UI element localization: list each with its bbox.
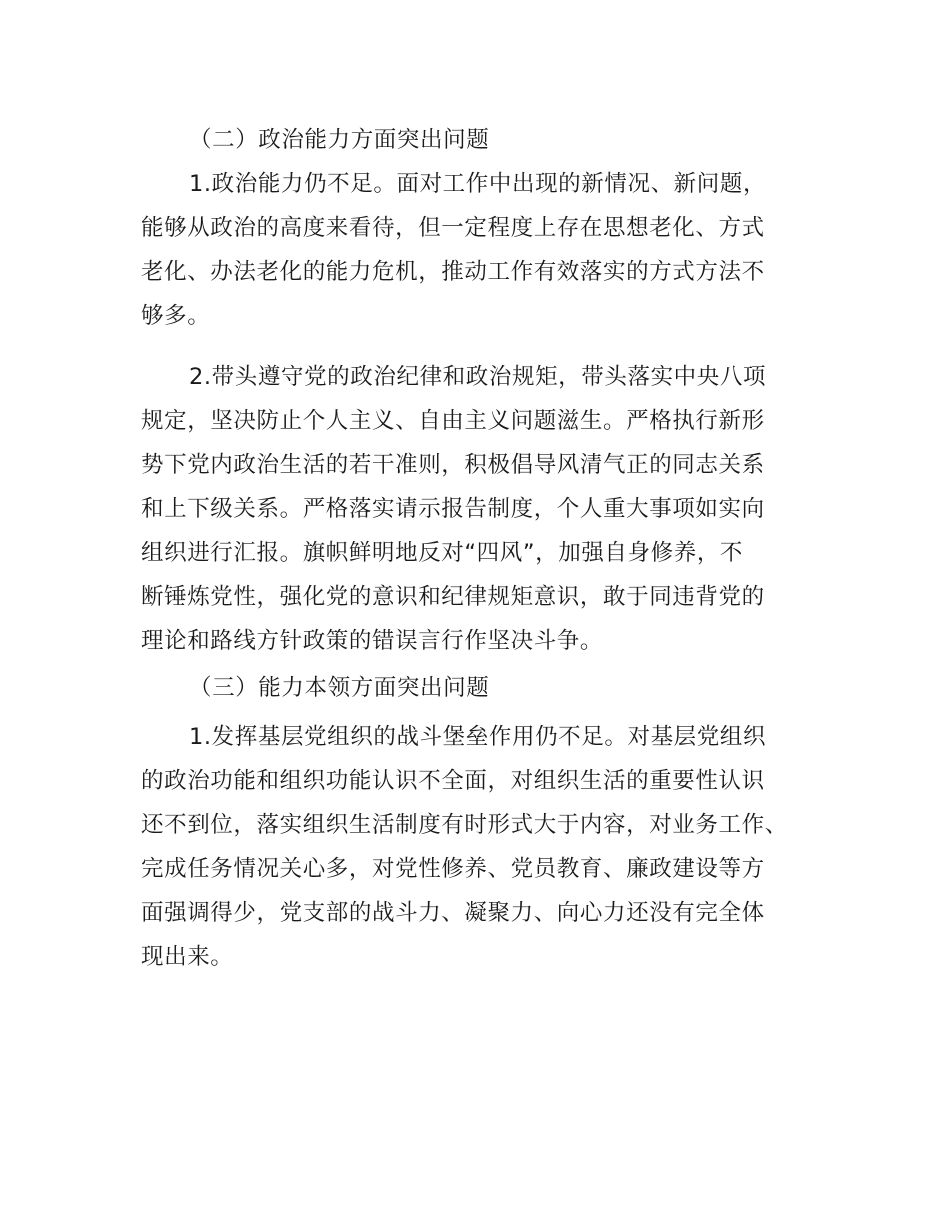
paragraph-line: 断锤炼党性，强化党的意识和纪律规矩意识，敢于同违背党的	[141, 584, 765, 610]
paragraph-line: 老化、办法老化的能力危机，推动工作有效落实的方式方法不	[141, 259, 765, 285]
paragraph-line: 势下党内政治生活的若干准则，积极倡导风清气正的同志关系	[141, 452, 765, 478]
paragraph-line: 理论和路线方针政策的错误言行作坚决斗争。	[141, 628, 604, 654]
paragraph-line: 的政治功能和组织功能认识不全面，对组织生活的重要性认识	[141, 768, 765, 794]
paragraph-line: 规定，坚决防止个人主义、自由主义问题滋生。严格执行新形	[141, 408, 765, 434]
paragraph-line: 够多。	[141, 303, 211, 329]
paragraph-line: 面强调得少，党支部的战斗力、凝聚力、向心力还没有完全体	[141, 900, 765, 926]
paragraph-line: 组织进行汇报。旗帜鲜明地反对“四风”，加强自身修养，不	[141, 540, 744, 566]
section-heading: （三）能力本领方面突出问题	[189, 675, 490, 701]
paragraph-line: 2.带头遵守党的政治纪律和政治规矩，带头落实中央八项	[189, 364, 767, 390]
paragraph-line: 还不到位，落实组织生活制度有时形式大于内容，对业务工作、	[141, 812, 788, 838]
paragraph-line: 1.政治能力仍不足。面对工作中出现的新情况、新问题，	[189, 171, 767, 197]
paragraph-line: 和上下级关系。严格落实请示报告制度，个人重大事项如实向	[141, 496, 765, 522]
paragraph-line: 完成任务情况关心多，对党性修养、党员教育、廉政建设等方	[141, 856, 765, 882]
paragraph-line: 现出来。	[141, 944, 234, 970]
paragraph-line: 能够从政治的高度来看待，但一定程度上存在思想老化、方式	[141, 215, 765, 241]
paragraph-line: 1.发挥基层党组织的战斗堡垒作用仍不足。对基层党组织	[189, 724, 767, 750]
section-heading: （二）政治能力方面突出问题	[189, 127, 490, 153]
